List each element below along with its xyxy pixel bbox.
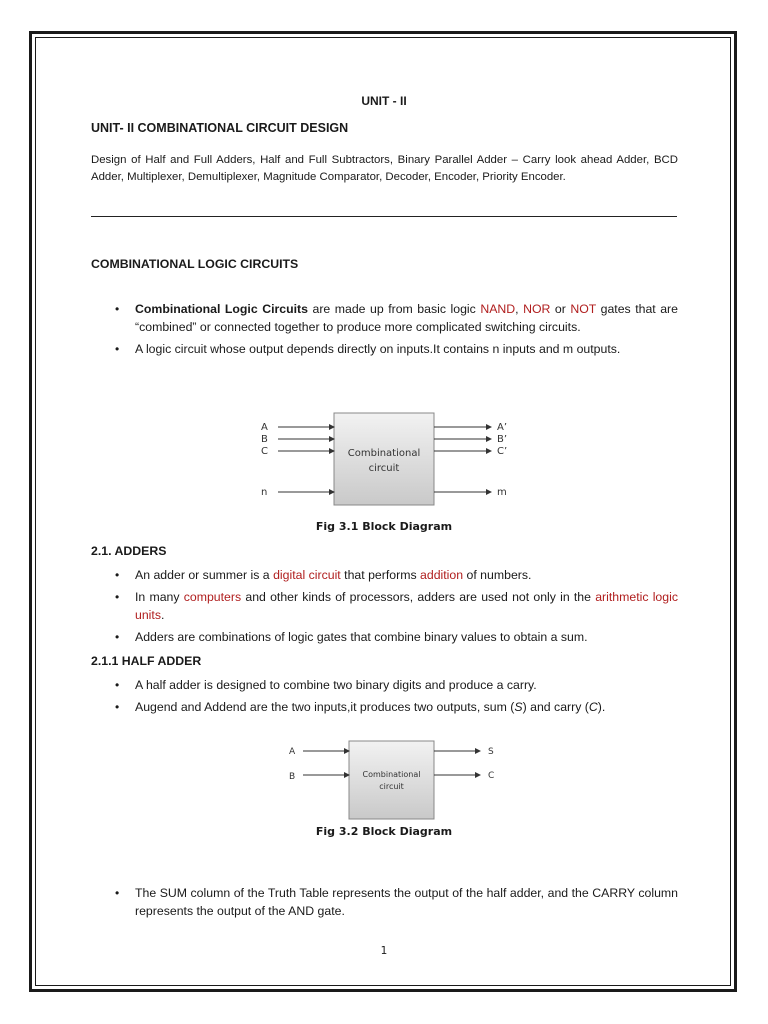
box-label-line1: Combinational — [347, 448, 421, 459]
link-digital-circuit[interactable]: digital circuit — [273, 568, 341, 582]
link-computers[interactable]: computers — [183, 590, 242, 604]
block-diagram-2 — [282, 738, 502, 822]
list-item: • Adders are combinations of logic gates that combine binary values to obtain a sum. — [115, 630, 588, 644]
bullet-icon: • — [115, 568, 120, 582]
figure-caption-2: Fig 3.2 Block Diagram — [315, 825, 453, 838]
section-heading-combinational: COMBINATIONAL LOGIC CIRCUITS — [91, 257, 299, 271]
link-not[interactable]: NOT — [570, 302, 597, 316]
section-heading-adders: 2.1. ADDERS — [91, 544, 167, 558]
divider — [91, 216, 677, 217]
figure-caption-1: Fig 3.1 Block Diagram — [315, 520, 453, 533]
unit-title: UNIT - II — [361, 94, 407, 108]
list-item: • A logic circuit whose output depends directly on inputs.It contains n inputs and m outputs. — [115, 342, 621, 356]
bullet-icon: • — [115, 302, 120, 316]
bold-term: Combinational Logic Circuits — [135, 302, 308, 316]
input-label-b: B — [261, 434, 268, 445]
box-label-line2: circuit — [379, 782, 404, 791]
link-nor[interactable]: NOR — [523, 302, 551, 316]
bullet-icon: • — [115, 590, 120, 604]
list-item: • Augend and Addend are the two inputs,it produces two outputs, sum (S) and carry (C). — [115, 700, 606, 714]
bullet-icon: • — [115, 700, 120, 714]
bullet-icon: • — [115, 630, 120, 644]
list-item: • The SUM column of the Truth Table represents the output of the half adder, and the CARRY column represents the output of the AND gate. — [115, 886, 678, 918]
page-number: 1 — [380, 945, 388, 957]
input-label-c: C — [261, 446, 268, 457]
truth-table-bullets — [91, 884, 678, 920]
output-label-m: m — [497, 487, 507, 498]
bullet-icon: • — [115, 886, 120, 900]
bullet-icon: • — [115, 342, 120, 356]
output-label-c: C’ — [497, 446, 508, 457]
combinational-circuit-box — [349, 741, 434, 819]
block-diagram-1 — [250, 408, 520, 508]
section-heading-half-adder: 2.1.1 HALF ADDER — [91, 654, 202, 668]
list-item: • In many computers and other kinds of processors, adders are used not only in the arithmetic logic units. — [115, 590, 678, 622]
combinational-circuit-box — [334, 413, 434, 505]
output-label-b: B’ — [497, 434, 508, 445]
list-item: • An adder or summer is a digital circuit that performs addition of numbers. — [115, 568, 532, 582]
output-label-c: C — [488, 771, 495, 781]
input-label-b: B — [289, 772, 296, 782]
list-item: • A half adder is designed to combine two binary digits and produce a carry. — [115, 678, 537, 692]
syllabus-text: Design of Half and Full Adders, Half and Full Subtractors, Binary Parallel Adder – Carry look ahead Adder, BCD Adder, Multiplexer, Demultiplexer, Magnitude Comparator, Decoder, Encoder, Priority Encoder. — [91, 154, 678, 183]
list-item: • Combinational Logic Circuits are made up from basic logic NAND, NOR or NOT gates that are “combined” or connected together to produce more complicated switching circuits. — [115, 302, 678, 334]
output-label-s: S — [488, 747, 494, 757]
unit-subtitle: UNIT- II COMBINATIONAL CIRCUIT DESIGN — [91, 121, 349, 135]
link-addition[interactable]: addition — [420, 568, 464, 582]
input-label-n: n — [261, 487, 268, 498]
half-adder-bullets — [91, 676, 678, 716]
link-nand[interactable]: NAND — [480, 302, 516, 316]
input-label-a: A — [261, 422, 268, 433]
box-label-line2: circuit — [368, 463, 400, 474]
adders-bullets — [91, 566, 678, 646]
output-label-a: A’ — [497, 422, 508, 433]
bullet-icon: • — [115, 678, 120, 692]
combinational-bullets — [91, 300, 678, 358]
input-label-a: A — [289, 747, 296, 757]
link-arithmetic-logic-units[interactable]: arithmetic logic units — [135, 590, 678, 622]
box-label-line1: Combinational — [362, 770, 421, 779]
